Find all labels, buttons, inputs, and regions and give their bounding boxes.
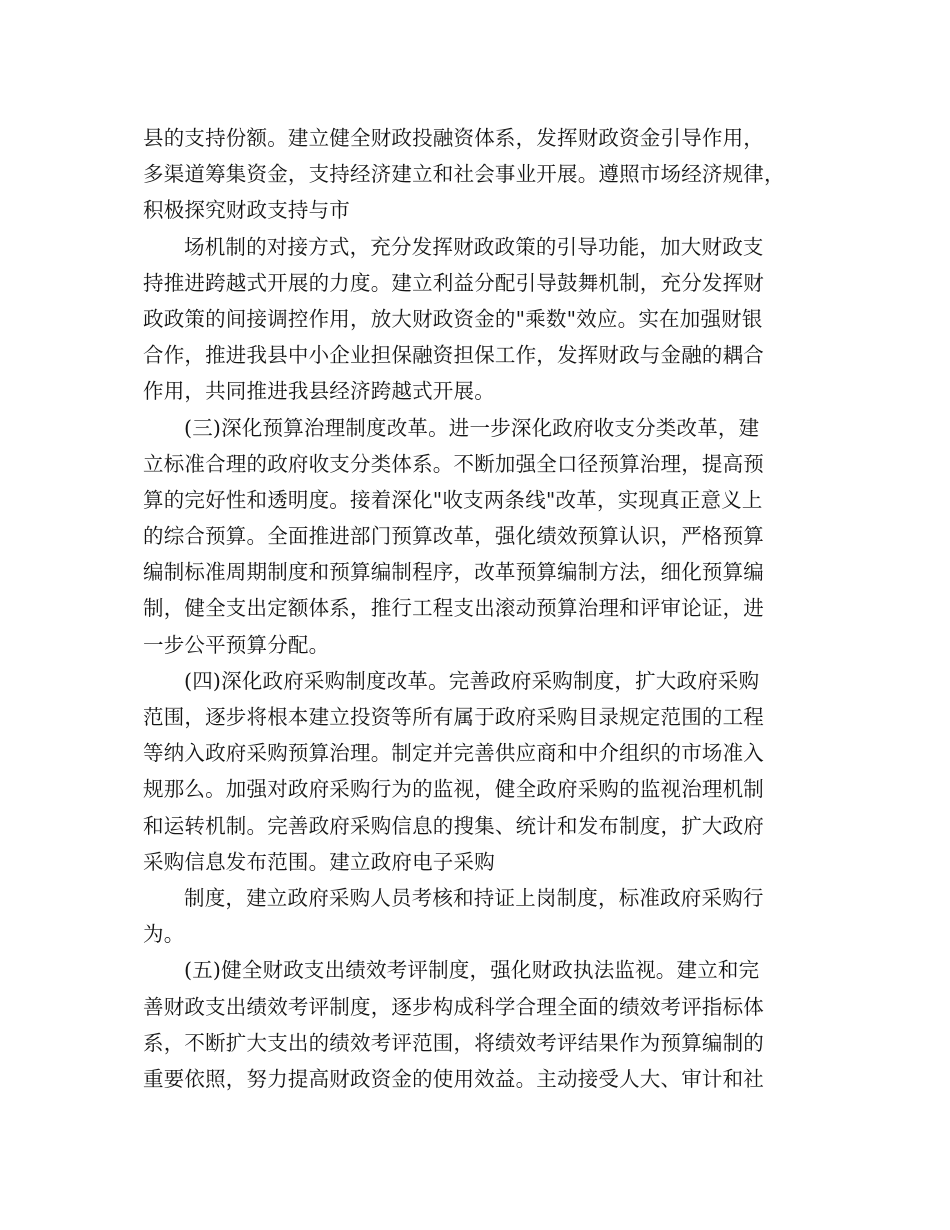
text-line: 政政策的间接调控作用，放大财政资金的"乘数"效应。实在加强财银 bbox=[143, 306, 763, 331]
text-line: 采购信息发布范围。建立政府电子采购 bbox=[143, 849, 495, 874]
text-line: 持推进跨越式开展的力度。建立利益分配引导鼓舞机制，充分发挥财 bbox=[143, 270, 764, 295]
text-line: 场机制的对接方式，充分发挥财政政策的引导功能，加大财政支 bbox=[184, 234, 764, 259]
text-line: 积极探究财政支持与市 bbox=[143, 198, 350, 223]
document-body-text bbox=[143, 120, 843, 1097]
text-line: 制，健全支出定额体系，推行工程支出滚动预算治理和评审论证，进 bbox=[143, 596, 764, 621]
text-line: 系，不断扩大支出的绩效考评范围，将绩效考评结果作为预算编制的 bbox=[143, 1030, 764, 1055]
text-line: 算的完好性和透明度。接着深化"收支两条线"改革，实现真正意义上 bbox=[143, 487, 763, 512]
text-line: (五)健全财政支出绩效考评制度，强化财政执法监视。建立和完 bbox=[184, 958, 760, 983]
text-line: 重要依照，努力提高财政资金的使用效益。主动接受人大、审计和社 bbox=[143, 1066, 764, 1091]
text-line: (三)深化预算治理制度改革。进一步深化政府收支分类改革，建 bbox=[184, 415, 760, 440]
text-line: 规那么。加强对政府采购行为的监视，健全政府采购的监视治理机制 bbox=[143, 777, 764, 802]
text-line: 和运转机制。完善政府采购信息的搜集、统计和发布制度，扩大政府 bbox=[143, 813, 764, 838]
text-line: 等纳入政府采购预算治理。制定并完善供应商和中介组织的市场准入 bbox=[143, 741, 764, 766]
text-line: 一步公平预算分配。 bbox=[143, 632, 330, 657]
text-line: 合作，推进我县中小企业担保融资担保工作，发挥财政与金融的耦合 bbox=[143, 343, 764, 368]
text-line: (四)深化政府采购制度改革。完善政府采购制度，扩大政府采购 bbox=[184, 668, 760, 693]
text-line: 立标准合理的政府收支分类体系。不断加强全口径预算治理，提高预 bbox=[143, 451, 764, 476]
text-line: 作用，共同推进我县经济跨越式开展。 bbox=[143, 379, 495, 404]
text-line: 为。 bbox=[143, 922, 185, 947]
text-line: 的综合预算。全面推进部门预算改革，强化绩效预算认识，严格预算 bbox=[143, 524, 764, 549]
text-line: 多渠道筹集资金，支持经济建立和社会事业开展。遵照市场经济规律， bbox=[143, 162, 785, 187]
text-line: 编制标准周期制度和预算编制程序，改革预算编制方法，细化预算编 bbox=[143, 560, 764, 585]
text-line: 范围，逐步将根本建立投资等所有属于政府采购目录规定范围的工程 bbox=[143, 705, 764, 729]
text-line: 制度，建立政府采购人员考核和持证上岗制度，标准政府采购行 bbox=[184, 885, 764, 910]
text-line: 善财政支出绩效考评制度，逐步构成科学合理全面的绩效考评指标体 bbox=[143, 994, 764, 1019]
text-line: 县的支持份额。建立健全财政投融资体系，发挥财政资金引导作用， bbox=[143, 126, 764, 150]
